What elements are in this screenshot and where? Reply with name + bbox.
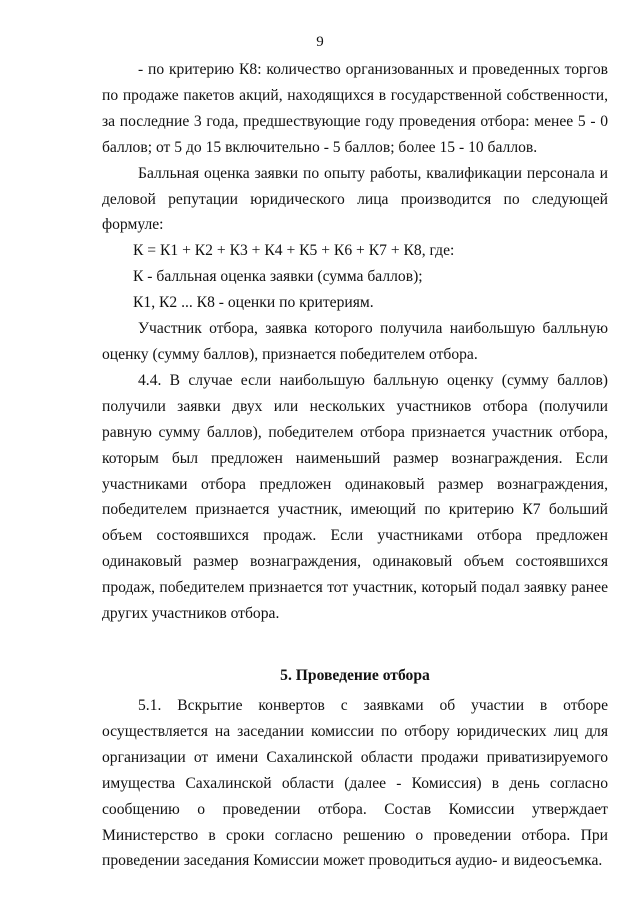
paragraph-formula: К = К1 + К2 + К3 + К4 + К5 + К6 + К7 + К8, где: (133, 242, 455, 260)
section-body (102, 693, 608, 874)
document-body (102, 57, 608, 627)
paragraph-4-4: 4.4. В случае если наибольшую балльную оценку (сумму баллов) получили заявки двух или нескольких участников отбора (получили равную сумму баллов), победителем отбора признается участник отбора, которым был предложен наименьший размер вознаграждения. Если участниками отбора предложен одинаковый размер вознаграждения, победителем признается участник, имеющий по критерию К7 больший объем состоявшихся продаж. Если участниками отбора предложен одинаковый размер вознаграждения, одинаковый объем состоявшихся продаж, победителем признается тот участник, который подал заявку ранее других участников отбора. (102, 371, 608, 623)
section-heading: 5. Проведение отбора (280, 667, 430, 684)
paragraph-formula-criteria: К1, К2 ... К8 - оценки по критериям. (133, 294, 374, 312)
paragraph-5-1: 5.1. Вскрытие конвертов с заявками об участии в отборе осуществляется на заседании комиссии по отбору юридических лиц для организации от имени Сахалинской области продажи приватизируемого имущества Сахалинской области (далее - Комиссия) в день согласно сообщению о проведении отбора. Состав Комиссии утверждает Министерство в сроки согласно решению о проведении отбора. При проведении заседания Комиссии может проводиться аудио- и видеосъемка. (102, 697, 608, 870)
paragraph-criterion-k8: - по критерию К8: количество организованных и проведенных торгов по продаже пакетов акций, находящихся в государственной собственности, за последние 3 года, предшествующие году проведения отбора: менее 5 - 0 баллов; от 5 до 15 включительно - 5 баллов; более 15 - 10 баллов. (102, 61, 608, 156)
paragraph-formula-k: К - балльная оценка заявки (сумма баллов); (133, 268, 423, 286)
paragraph-winner: Участник отбора, заявка которого получила наибольшую балльную оценку (сумму баллов), признается победителем отбора. (102, 320, 608, 363)
paragraph-score-intro: Балльная оценка заявки по опыту работы, квалификации персонала и деловой репутации юридического лица производится по следующей формуле: (102, 164, 608, 234)
page-number: 9 (316, 34, 324, 50)
